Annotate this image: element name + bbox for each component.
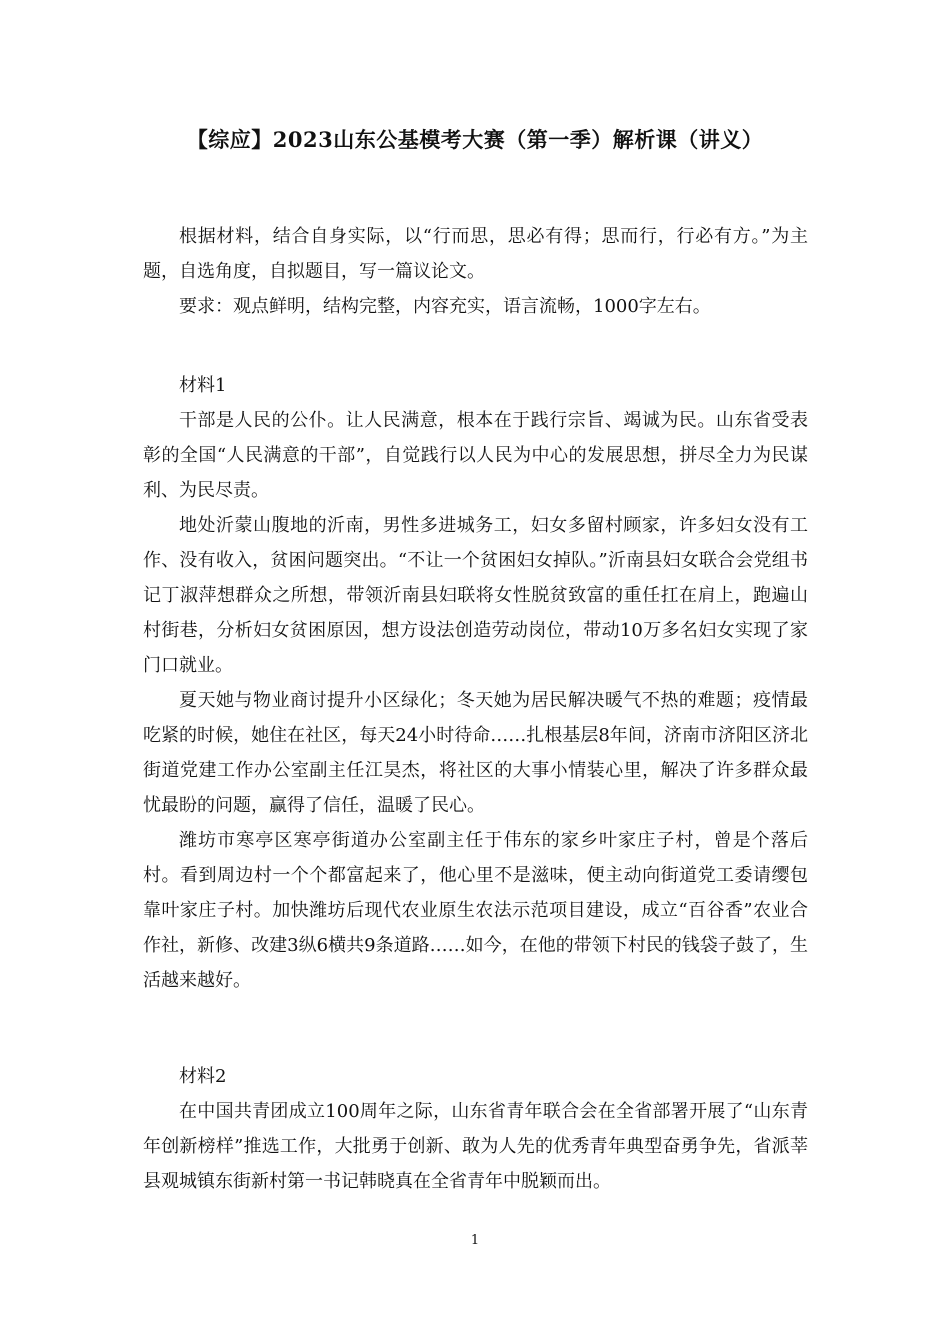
prompt-task: 根据材料，结合自身实际，以“行而思，思必有得；思而行，行必有方。”为主题，自选角度，自拟题目，写一篇议论文。	[143, 226, 808, 282]
material-1-label: 材料1	[179, 375, 227, 396]
material-1-paragraph: 地处沂蒙山腹地的沂南，男性多进城务工，妇女多留村顾家，许多妇女没有工作、没有收入，贫困问题突出。“不让一个贫困妇女掉队。”沂南县妇女联合会党组书记丁淑萍想群众之所想，带领沂南县妇联将女性脱贫致富的重任扛在肩上，跑遍山村街巷，分析妇女贫困原因，想方设法创造劳动岗位，带动10万多名妇女实现了家门口就业。	[143, 515, 808, 676]
material-1-paragraph: 夏天她与物业商讨提升小区绿化；冬天她为居民解决暖气不热的难题；疫情最吃紧的时候，她住在社区，每天24小时待命……扎根基层8年间，济南市济阳区济北街道党建工作办公室副主任江昊杰，将社区的大事小情装心里，解决了许多群众最忧最盼的问题，赢得了信任，温暖了民心。	[143, 690, 808, 816]
material-1-paragraph: 潍坊市寒亭区寒亭街道办公室副主任于伟东的家乡叶家庄子村，曾是个落后村。看到周边村一个个都富起来了，他心里不是滋味，便主动向街道党工委请缨包靠叶家庄子村。加快潍坊后现代农业原生农法示范项目建设，成立“百谷香”农业合作社，新修、改建3纵6横共9条道路……如今，在他的带领下村民的钱袋子鼓了，生活越来越好。	[143, 830, 808, 991]
material-1-paragraph: 干部是人民的公仆。让人民满意，根本在于践行宗旨、竭诚为民。山东省受表彰的全国“人民满意的干部”，自觉践行以人民为中心的发展思想，拼尽全力为民谋利、为民尽责。	[143, 410, 808, 501]
material-2-section	[143, 1059, 808, 1199]
essay-prompt	[143, 219, 808, 324]
page-number: 1	[470, 1233, 480, 1248]
material-2-label: 材料2	[179, 1066, 227, 1087]
document-title: 【综应】2023山东公基模考大赛（第一季）解析课（讲义）	[186, 127, 764, 152]
prompt-requirement: 要求：观点鲜明，结构完整，内容充实，语言流畅，1000字左右。	[179, 296, 711, 317]
material-2-paragraph: 在中国共青团成立100周年之际，山东省青年联合会在全省部署开展了“山东青年创新榜样”推选工作，大批勇于创新、敢为人先的优秀青年典型奋勇争先，省派莘县观城镇东街新村第一书记韩晓真在全省青年中脱颖而出。	[143, 1101, 808, 1192]
material-1-section	[143, 368, 808, 998]
